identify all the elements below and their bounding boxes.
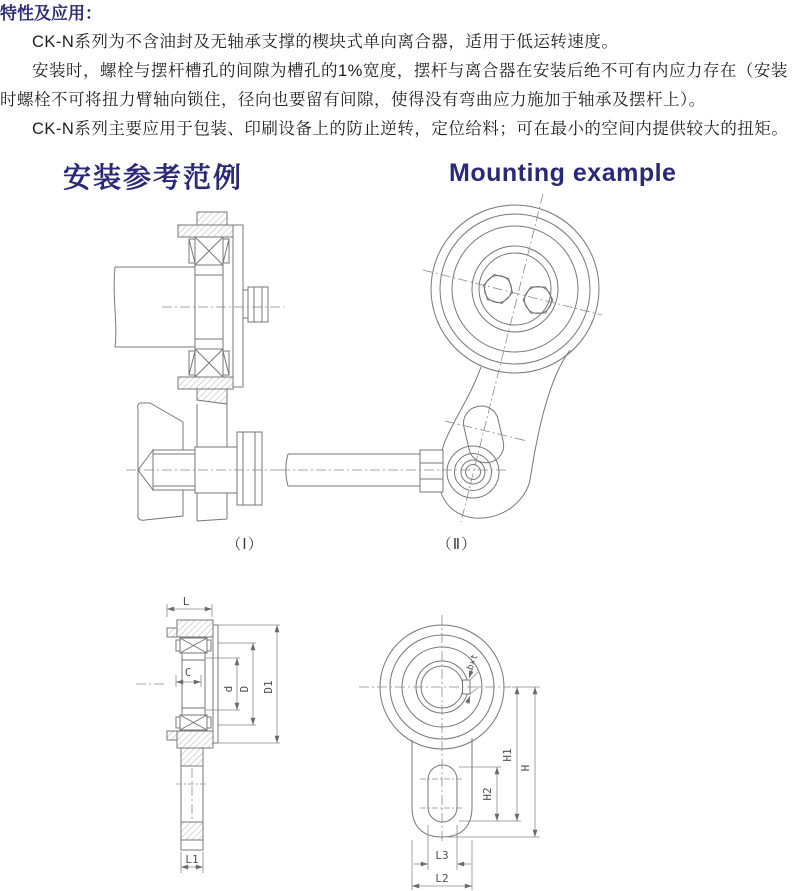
- arm-slot-front: [428, 765, 457, 822]
- dim-label-bxt: b×t: [465, 652, 481, 672]
- intro-section: [0, 2, 800, 144]
- intro-paragraph-1: CK-N系列为不含油封及无轴承支撑的楔块式单向离合器，适用于低运转速度。: [32, 33, 619, 51]
- dim-label-C: C: [184, 666, 192, 679]
- dim-label-d: d: [222, 685, 235, 693]
- clutch-body-circles: [431, 205, 599, 373]
- dimension-d: [205, 658, 240, 710]
- dim-label-L2: L2: [435, 872, 449, 885]
- mounting-example-heading-en: Mounting example: [449, 159, 677, 187]
- dimension-L1: [181, 852, 203, 873]
- mid-bolt: [243, 287, 268, 322]
- dim-label-H2: H2: [481, 787, 494, 801]
- dimension-H2: [459, 767, 501, 821]
- figure-4-dimension-front-view: [356, 612, 556, 891]
- slot-centerline: [445, 421, 527, 441]
- dim-label-L3: L3: [435, 849, 449, 862]
- figure-2-caption: （Ⅱ）: [436, 536, 478, 553]
- dimension-H: [448, 687, 540, 837]
- dim-label-L1: L1: [185, 853, 199, 866]
- dim-label-L: L: [182, 595, 190, 608]
- dim-label-H: H: [519, 764, 532, 772]
- dimension-bxt: [466, 653, 481, 704]
- features-heading: 特性及应用：: [0, 4, 102, 23]
- figure-3-dimension-section-view: [132, 594, 302, 889]
- dim-label-H1: H1: [501, 748, 514, 762]
- dimension-L: [167, 595, 212, 617]
- clutch-cross-section: [178, 212, 243, 404]
- intro-paragraph-2: 安装时，螺栓与摆杆槽孔的间隙为槽孔的1%宽度，摆杆与离合器在安装后绝不可有内应力存在（安装时螺栓不可将扭力臂轴向锁住，径向也要留有间隙，使得没有弯曲应力施加于轴承及摆杆上）。: [0, 62, 788, 109]
- mounting-example-heading-zh: 安装参考范例: [63, 162, 244, 193]
- figure-2-mounting-front-view: [280, 192, 620, 537]
- rod-end-bearing: [447, 446, 499, 498]
- figure-1-mounting-section-view: [112, 198, 302, 538]
- dim-label-D1: D1: [262, 680, 275, 694]
- figure-1-caption: （Ⅰ）: [226, 536, 264, 553]
- dimension-H1: [459, 687, 540, 821]
- rod-and-nut: [286, 450, 443, 492]
- intro-paragraph-3: CK-N系列主要应用于包装、印刷设备上的防止逆转，定位给料；可在最小的空间内提供较大的扭矩。: [32, 120, 789, 138]
- dim-label-D: D: [238, 685, 251, 693]
- clutch-section: [167, 620, 218, 850]
- dimension-L2: [412, 840, 472, 890]
